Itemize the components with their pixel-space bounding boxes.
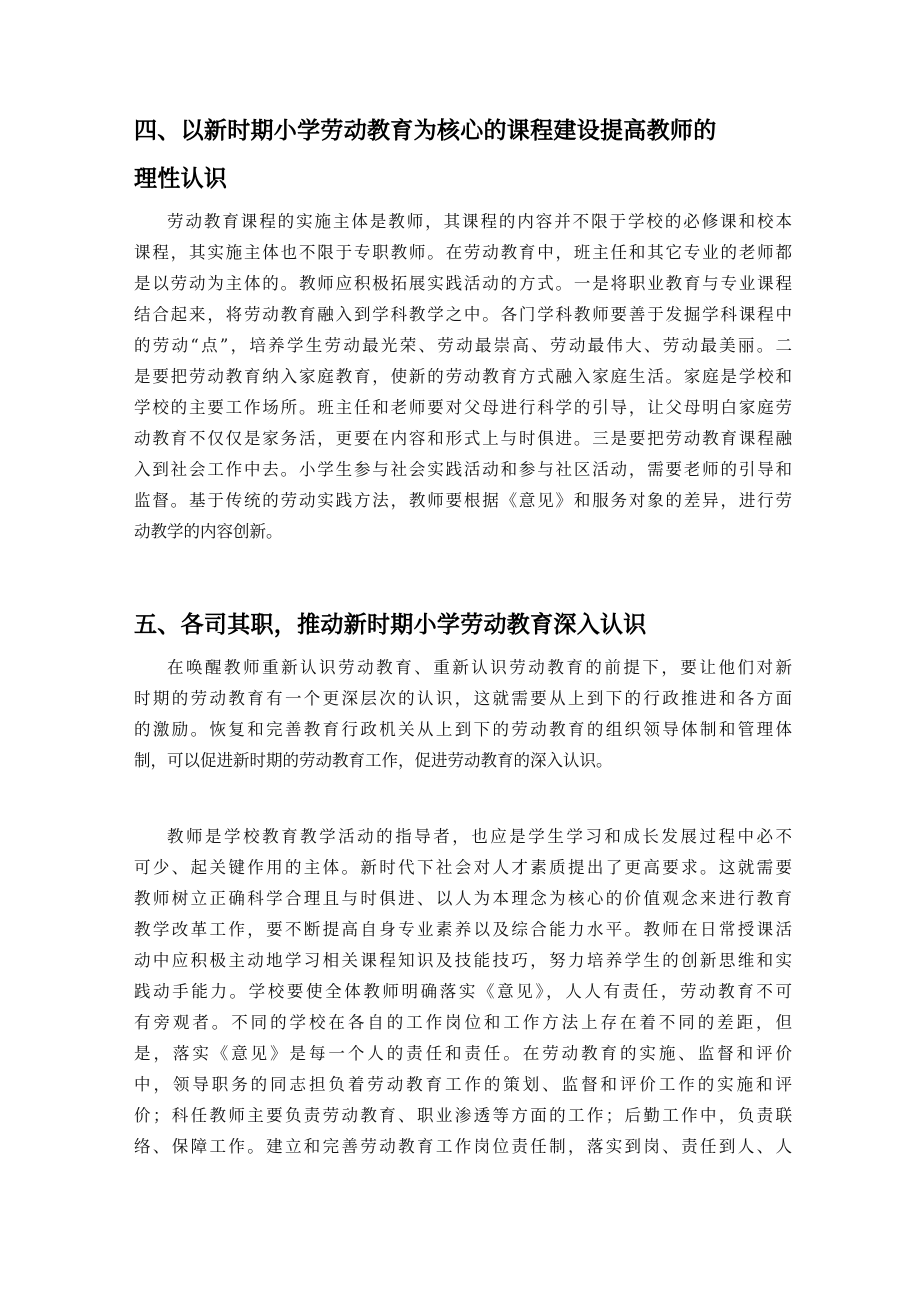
section-4-heading-line-1: 四、以新时期小学劳动教育为核心的课程建设提高教师的 <box>134 118 717 144</box>
section-5-paragraph-2 <box>134 821 792 1162</box>
paragraph-line: 可少、起关键作用的主体。新时代下社会对人才素质提出了更高要求。这就需要 <box>134 858 792 877</box>
paragraph-line: 的劳动“点”，培养学生劳动最光荣、劳动最崇高、劳动最伟大、劳动最美丽。二 <box>134 336 792 355</box>
paragraph-line: 有旁观者。不同的学校在各自的工作岗位和工作方法上存在着不同的差距，但 <box>134 1013 792 1032</box>
paragraph-line: 是要把劳动教育纳入家庭教育，使新的劳动教育方式融入家庭生活。家庭是学校和 <box>134 367 792 386</box>
paragraph-line: 时期的劳动教育有一个更深层次的认识，这就需要从上到下的行政推进和各方面 <box>134 689 792 708</box>
paragraph-line: 学校的主要工作场所。班主任和老师要对父母进行科学的引导，让父母明白家庭劳 <box>134 398 792 417</box>
section-5-heading: 五、各司其职，推动新时期小学劳动教育深入认识 <box>134 612 647 638</box>
paragraph-line: 教师树立正确科学合理且与时俱进、以人为本理念为核心的价值观念来进行教育 <box>134 889 792 908</box>
section-5-paragraph-1 <box>134 652 792 776</box>
paragraph-line: 入到社会工作中去。小学生参与社会实践活动和参与社区活动，需要老师的引导和 <box>134 460 792 479</box>
paragraph-line: 劳动教育课程的实施主体是教师，其课程的内容并不限于学校的必修课和校本 <box>167 212 792 231</box>
paragraph-line: 教师是学校教育教学活动的指导者，也应是学生学习和成长发展过程中必不 <box>167 827 792 846</box>
paragraph-line: 的激励。恢复和完善教育行政机关从上到下的劳动教育的组织领导体制和管理体 <box>134 720 792 739</box>
paragraph-line: 络、保障工作。建立和完善劳动教育工作岗位责任制，落实到岗、责任到人、人 <box>134 1137 792 1156</box>
paragraph-line: 在唤醒教师重新认识劳动教育、重新认识劳动教育的前提下，要让他们对新 <box>167 658 792 677</box>
paragraph-line: 教学改革工作，要不断提高自身专业素养以及综合能力水平。教师在日常授课活 <box>134 920 792 939</box>
paragraph-line: 监督。基于传统的劳动实践方法，教师要根据《意见》和服务对象的差异，进行劳 <box>134 491 792 510</box>
section-4-heading-line-2: 理性认识 <box>134 166 228 192</box>
paragraph-line: 动中应积极主动地学习相关课程知识及技能技巧，努力培养学生的创新思维和实 <box>134 951 792 970</box>
paragraph-line: 制，可以促进新时期的劳动教育工作，促进劳动教育的深入认识。 <box>134 751 613 770</box>
paragraph-line: 践动手能力。学校要使全体教师明确落实《意见》，人人有责任，劳动教育不可 <box>134 982 792 1001</box>
paragraph-line: 中，领导职务的同志担负着劳动教育工作的策划、监督和评价工作的实施和评 <box>134 1075 792 1094</box>
paragraph-line: 价；科任教师主要负责劳动教育、职业渗透等方面的工作；后勤工作中，负责联 <box>134 1106 792 1125</box>
section-4-paragraph <box>134 206 792 547</box>
paragraph-line: 是以劳动为主体的。教师应积极拓展实践活动的方式。一是将职业教育与专业课程 <box>134 274 792 293</box>
paragraph-line: 动教育不仅仅是家务活，更要在内容和形式上与时俱进。三是要把劳动教育课程融 <box>134 429 792 448</box>
paragraph-line: 课程，其实施主体也不限于专职教师。在劳动教育中，班主任和其它专业的老师都 <box>134 243 792 262</box>
paragraph-line: 是，落实《意见》是每一个人的责任和责任。在劳动教育的实施、监督和评价 <box>134 1044 792 1063</box>
paragraph-line: 结合起来，将劳动教育融入到学科教学之中。各门学科教师要善于发掘学科课程中 <box>134 305 792 324</box>
paragraph-line: 动教学的内容创新。 <box>134 522 283 541</box>
